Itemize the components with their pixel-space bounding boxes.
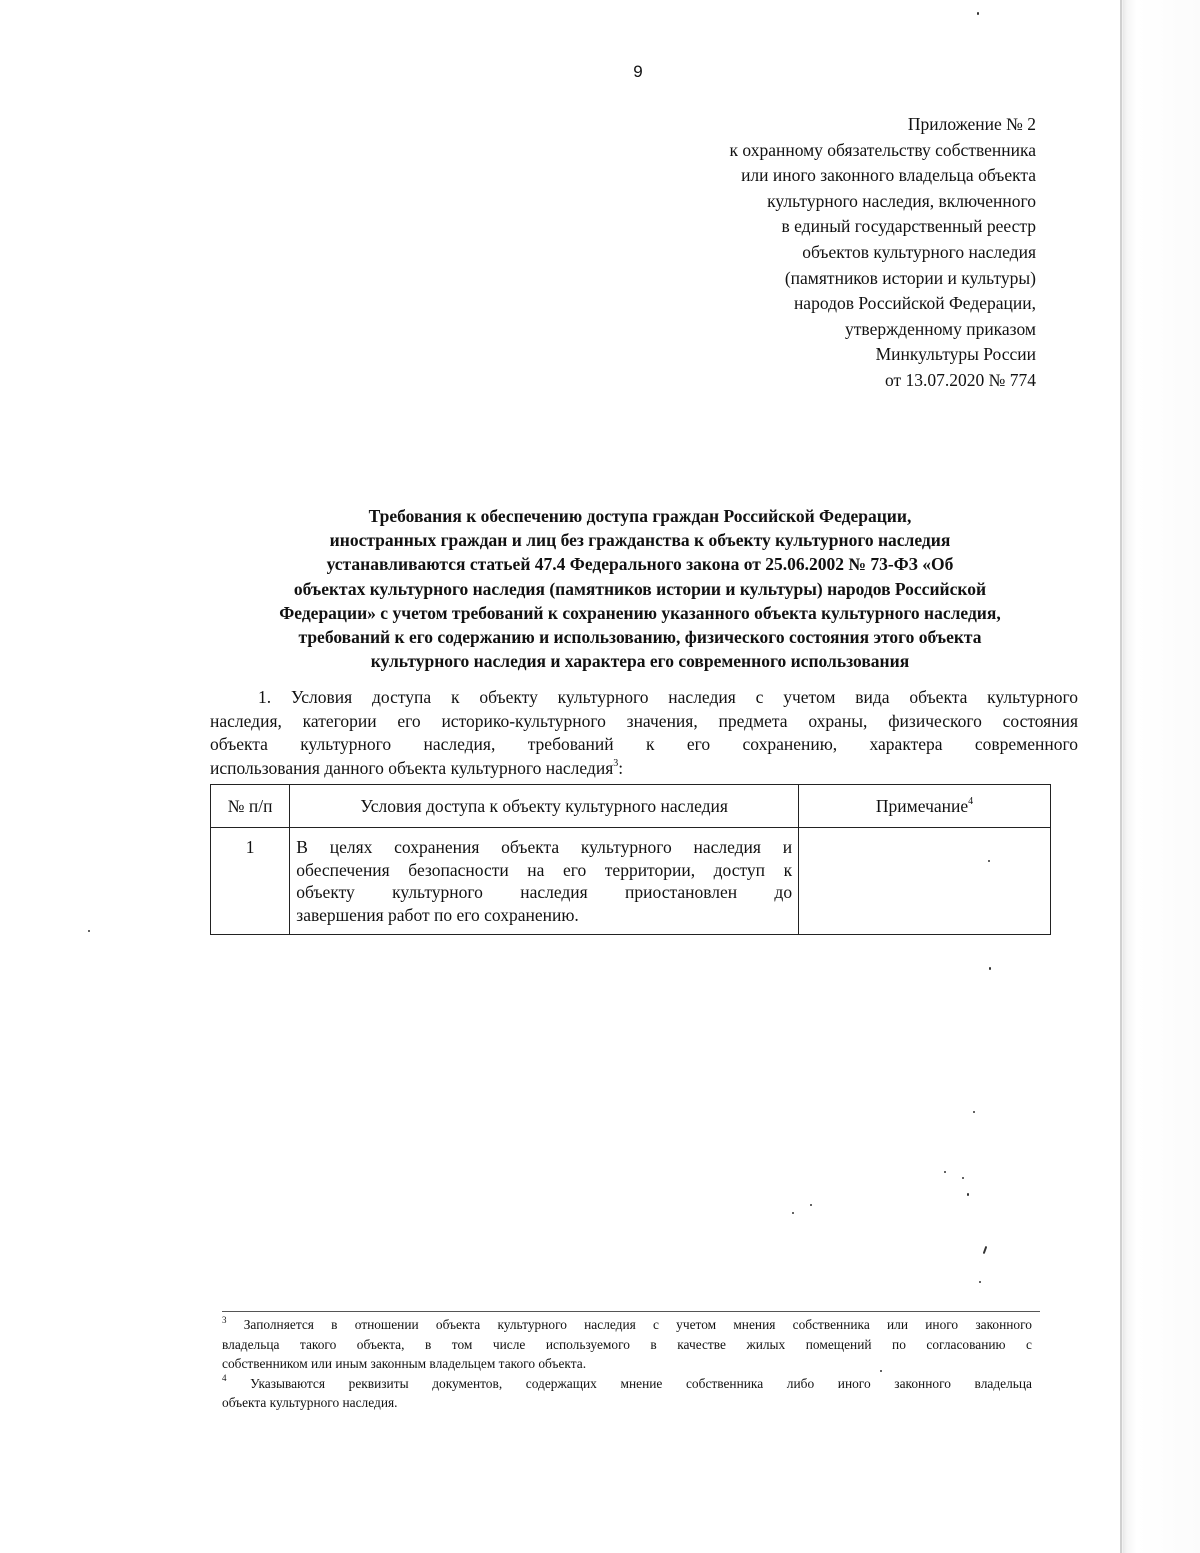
scan-speck	[880, 1370, 882, 1372]
condition-line: объекту культурного наследия приостановлен до	[296, 882, 793, 902]
footnote-marker: 3	[222, 1314, 227, 1325]
footnote-line	[222, 1315, 1032, 1335]
scan-edge-shadow	[1104, 0, 1200, 1553]
scan-speck	[988, 860, 990, 862]
header-note	[799, 785, 1051, 828]
footnote-text: Заполняется в отношении объекта культурного наследия с учетом мнения собственника или иного законного	[243, 1317, 1032, 1332]
intro-line-text: использования данного объекта культурного наследия	[210, 757, 614, 778]
access-conditions-table	[210, 784, 1051, 935]
document-heading	[190, 504, 1090, 673]
scan-speck	[88, 930, 90, 932]
scan-speck	[962, 1177, 964, 1179]
heading-line: требований к его содержанию и использованию, физического состояния этого объекта	[298, 627, 982, 648]
appendix-line: (памятников истории и культуры)	[784, 267, 1036, 288]
header-note-label: Примечание	[875, 795, 969, 816]
appendix-header	[516, 112, 1036, 394]
table-row	[211, 828, 1051, 935]
intro-paragraph	[210, 686, 1078, 780]
scan-speck	[989, 967, 991, 970]
cell-condition	[290, 828, 799, 935]
intro-line: объекта культурного наследия, требований к его сохранению, характера современного	[210, 734, 1078, 754]
scan-speck	[810, 1204, 812, 1206]
heading-line: культурного наследия и характера его современного использования	[370, 651, 910, 672]
appendix-line: Приложение № 2	[907, 114, 1036, 134]
heading-line: иностранных граждан и лиц без гражданства к объекту культурного наследия	[329, 530, 951, 551]
intro-last-line	[210, 757, 1078, 781]
scan-speck	[973, 1111, 975, 1113]
footnote-separator	[222, 1311, 1040, 1312]
appendix-line: к охранному обязательству собственника	[729, 139, 1036, 160]
appendix-line: от 13.07.2020 № 774	[885, 369, 1036, 390]
appendix-line: культурного наследия, включенного	[767, 190, 1036, 211]
heading-line: объектах культурного наследия (памятников истории и культуры) народов Российской	[293, 578, 987, 599]
cell-note	[799, 828, 1051, 935]
header-number: № п/п	[211, 785, 290, 828]
footnote-ref[interactable]: 4	[968, 795, 974, 807]
scan-speck	[977, 12, 979, 15]
footnotes	[222, 1315, 1032, 1413]
footnote-ref[interactable]: 3	[613, 757, 619, 769]
footnote-4	[222, 1374, 1032, 1413]
appendix-line: или иного законного владельца объекта	[741, 165, 1036, 186]
scan-speck	[967, 1193, 969, 1196]
heading-line: устанавливаются статьей 47.4 Федерального закона от 25.06.2002 № 73-ФЗ «Об	[326, 554, 954, 575]
intro-line: наследия, категории его историко-культурного значения, предмета охраны, физического состояния	[210, 710, 1078, 731]
footnote-text: Указываются реквизиты документов, содержащих мнение собственника либо иного законного владельца	[250, 1375, 1032, 1391]
footnote-line: собственником или иным законным владельцем такого объекта.	[222, 1356, 587, 1371]
appendix-line: утвержденному приказом	[845, 318, 1036, 339]
scan-edge-line	[1120, 0, 1122, 1553]
cell-number: 1	[211, 828, 290, 935]
heading-line: Федерации» с учетом требований к сохранению указанного объекта культурного наследия,	[279, 602, 1001, 623]
table-header-row	[211, 785, 1051, 828]
page-number: 9	[633, 62, 643, 81]
scan-speck	[944, 1171, 946, 1173]
condition-line: завершения работ по его сохранению.	[296, 904, 579, 925]
footnote-line: объекта культурного наследия.	[222, 1395, 398, 1410]
scan-speck	[979, 1281, 981, 1283]
intro-line: 1. Условия доступа к объекту культурного наследия с учетом вида объекта культурного	[258, 687, 1078, 707]
appendix-line: в единый государственный реестр	[781, 216, 1036, 237]
appendix-line: Минкультуры России	[875, 344, 1036, 365]
condition-line: обеспечения безопасности на его территории, доступ к	[296, 859, 793, 880]
intro-trailing: :	[618, 757, 624, 778]
scan-speck	[983, 1246, 988, 1254]
footnote-line: владельца такого объекта, в том числе используемого в качестве жилых помещений по согласованию с	[222, 1336, 1032, 1352]
appendix-line: объектов культурного наследия	[802, 241, 1036, 262]
condition-line: В целях сохранения объекта культурного наследия и	[296, 837, 793, 857]
footnote-marker: 4	[222, 1373, 227, 1384]
appendix-line: народов Российской Федерации,	[793, 293, 1036, 314]
footnote-line	[222, 1374, 1032, 1394]
scan-speck	[792, 1212, 794, 1214]
header-condition: Условия доступа к объекту культурного наследия	[290, 785, 799, 828]
footnote-3	[222, 1315, 1032, 1374]
heading-line: Требования к обеспечению доступа граждан Российской Федерации,	[368, 506, 912, 526]
